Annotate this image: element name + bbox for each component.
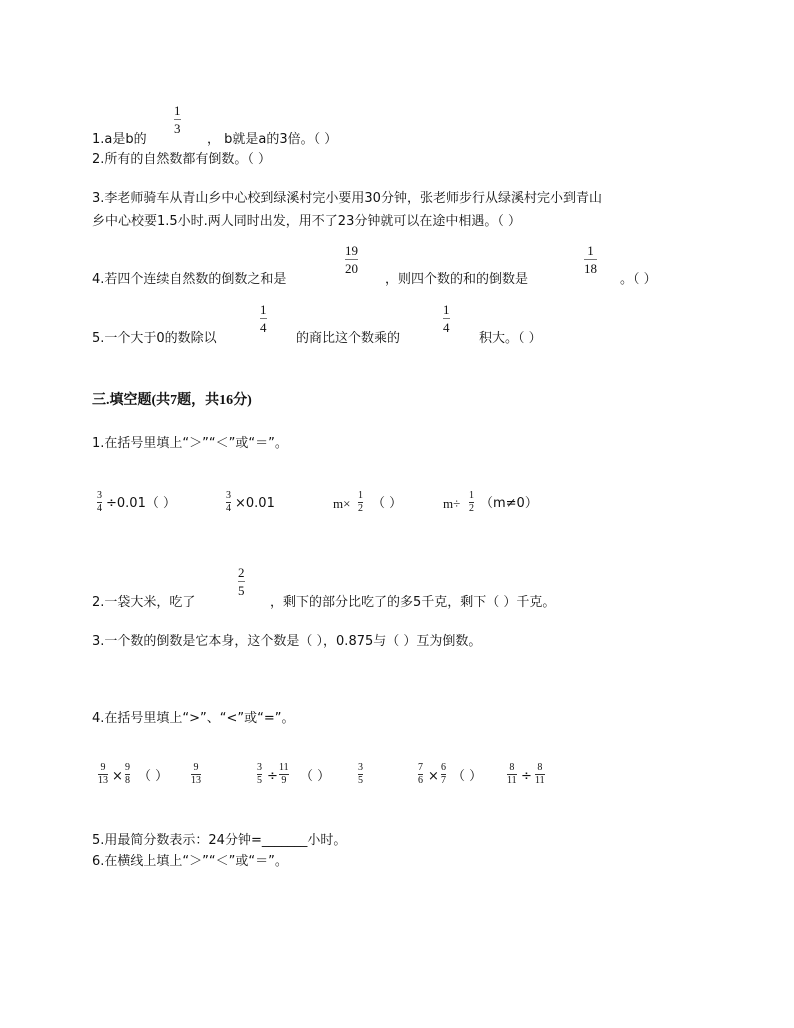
fill-q4-e3-f1: [418, 763, 423, 786]
judge-q4-fraction-1: [345, 244, 358, 275]
fraction-denominator: 13: [191, 775, 201, 786]
fill-q4-e2-f2: [279, 763, 289, 786]
fill-q1-fraction-c: [358, 491, 363, 514]
fraction-numerator: 6: [441, 762, 446, 773]
judge-q5-text-b: 的商比这个数乘的: [296, 331, 401, 346]
fraction-numerator: 1: [443, 302, 450, 317]
fill-q4-e1-blank: （ ）: [138, 769, 169, 784]
fraction-denominator: 5: [257, 775, 262, 786]
fraction-numerator: 11: [279, 762, 289, 773]
fraction-denominator: 13: [98, 775, 108, 786]
fraction-denominator: 7: [441, 775, 446, 786]
fill-q4-e3-blank: （ ）: [452, 769, 483, 784]
fill-q4-e3-f2: [441, 763, 446, 786]
fraction-denominator: 4: [97, 503, 102, 514]
fraction-denominator: 3: [174, 121, 181, 136]
fill-q4-e1-f3: [191, 763, 201, 786]
judge-q1-text-b: ， b就是a的3倍。（ ）: [207, 132, 338, 147]
fraction-denominator: 4: [443, 320, 450, 335]
fraction-denominator: 11: [535, 775, 545, 786]
fraction-denominator: 18: [584, 261, 597, 276]
fraction-numerator: 8: [509, 762, 515, 773]
judge-q4-text-b: ，则四个数的和的倒数是: [385, 272, 529, 287]
fill-q2-fraction: [238, 566, 245, 597]
fraction-bar: [174, 119, 181, 120]
fraction-numerator: 3: [97, 490, 102, 501]
fraction-numerator: 1: [260, 302, 267, 317]
fraction-denominator: 11: [507, 775, 517, 786]
fraction-numerator: 7: [418, 762, 423, 773]
fraction-denominator: 8: [125, 775, 130, 786]
fill-q4-e3-f4: [535, 763, 545, 786]
fill-q4-e1-f2: [125, 763, 130, 786]
fraction-numerator: 1: [469, 490, 474, 501]
fraction-numerator: 9: [100, 762, 106, 773]
judge-q2-text: 2.所有的自然数都有倒数。（ ）: [92, 152, 272, 167]
fill-q4-e3-op: ×: [428, 769, 439, 784]
fill-q1-blank: （ ）: [372, 496, 403, 511]
judge-q5-text-c: 积大。（ ）: [479, 331, 542, 346]
fraction-denominator: 4: [226, 503, 231, 514]
fraction-denominator: 20: [345, 261, 358, 276]
fraction-bar: [443, 318, 450, 319]
fraction-bar: [584, 259, 597, 260]
fill-q1-expr-a: ÷0.01（ ）: [106, 496, 176, 511]
judge-q3-line1: 3.李老师骑车从青山乡中心校到绿溪村完小要用30分钟，张老师步行从绿溪村完小到青山: [92, 191, 602, 206]
judge-q1-fraction: [174, 104, 181, 135]
fraction-numerator: 3: [257, 762, 262, 773]
fraction-denominator: 2: [358, 503, 363, 514]
fill-q4-e3-op2: ÷: [521, 769, 532, 784]
judge-q4-text-a: 4.若四个连续自然数的倒数之和是: [92, 272, 287, 287]
fill-q4-e3-f3: [507, 763, 517, 786]
fraction-numerator: 1: [174, 103, 181, 118]
judge-q5-fraction-2: [443, 303, 450, 334]
fill-q1-m-times: m×: [333, 496, 351, 511]
fraction-numerator: 9: [125, 762, 130, 773]
fill-q4-e2-f3: [358, 763, 363, 786]
fill-q4-e2-op: ÷: [267, 769, 278, 784]
fill-q1-fraction-a: [97, 491, 102, 514]
fraction-denominator: 4: [260, 320, 267, 335]
fill-q6-text: 6.在横线上填上“＞”“＜”或“＝”。: [92, 854, 288, 869]
fill-q1-fraction-b: [226, 491, 231, 514]
fraction-numerator: 2: [238, 565, 245, 580]
fraction-denominator: 9: [281, 775, 287, 786]
fraction-denominator: 2: [469, 503, 474, 514]
fill-q3-text: 3.一个数的倒数是它本身，这个数是（ ），0.875与（ ）互为倒数。: [92, 634, 482, 649]
fraction-numerator: 19: [345, 243, 358, 258]
fraction-denominator: 5: [238, 583, 245, 598]
fill-q4-prompt: 4.在括号里填上“>”、“<”或“=”。: [92, 711, 295, 726]
fraction-bar: [260, 318, 267, 319]
fill-q4-e1-f1: [98, 763, 108, 786]
fill-q1-condition: （m≠0）: [480, 496, 538, 511]
fill-q1-prompt: 1.在括号里填上“＞”“＜”或“＝”。: [92, 436, 288, 451]
judge-q4-text-c: 。（ ）: [620, 272, 657, 287]
section-title: 三.填空题(共7题，共16分): [92, 393, 252, 408]
fill-q4-e1-op: ×: [112, 769, 123, 784]
fraction-numerator: 1: [587, 243, 594, 258]
fill-q1-fraction-d: [469, 491, 474, 514]
fill-q1-m-div: m÷: [443, 496, 461, 511]
fraction-numerator: 9: [193, 762, 199, 773]
judge-q5-text-a: 5.一个大于0的数除以: [92, 331, 217, 346]
fill-q4-e2-blank: （ ）: [300, 769, 331, 784]
fraction-bar: [238, 581, 245, 582]
fill-q1-expr-b: ×0.01: [235, 496, 275, 511]
fraction-numerator: 1: [358, 490, 363, 501]
fill-q2-text-a: 2.一袋大米，吃了: [92, 595, 196, 610]
judge-q4-fraction-2: [584, 244, 597, 275]
fraction-numerator: 3: [358, 762, 363, 773]
fraction-bar: [345, 259, 358, 260]
judge-q1-text-a: 1.a是b的: [92, 132, 147, 147]
fraction-numerator: 3: [226, 490, 231, 501]
judge-q3-line2: 乡中心校要1.5小时.两人同时出发，用不了23分钟就可以在途中相遇。（ ）: [92, 214, 521, 229]
fraction-numerator: 8: [537, 762, 543, 773]
fraction-denominator: 5: [358, 775, 363, 786]
judge-q5-fraction-1: [260, 303, 267, 334]
fraction-denominator: 6: [418, 775, 423, 786]
fill-q4-e2-f1: [257, 763, 262, 786]
fill-q5-text: 5.用最简分数表示：24分钟=_______小时。: [92, 833, 347, 848]
fill-q2-text-b: ，剩下的部分比吃了的多5千克，剩下（ ）千克。: [270, 595, 556, 610]
